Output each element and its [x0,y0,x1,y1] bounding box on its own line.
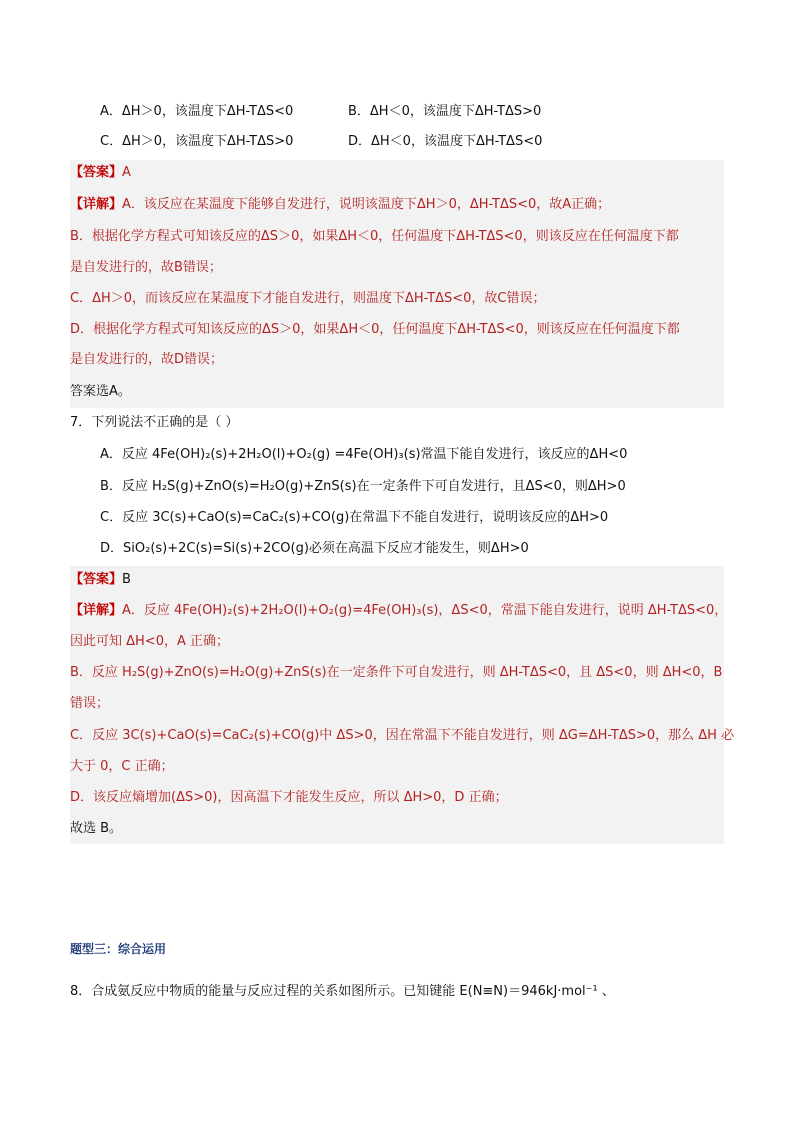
q7-option-a: A．反应 4Fe(OH)₂(s)+2H₂O(l)+O₂(g) =4Fe(OH)₃(s)常温下能自发进行，该反应的ΔH<0 [100,447,628,462]
detail-tag: 【详解】 [70,197,123,212]
q6-detail-line-1 [70,195,610,215]
q6-option-a: A．ΔH＞0，该温度下ΔH-TΔS<0 [100,104,294,119]
answer-tag: 【答案】 [70,165,123,180]
q7-detail-line-1 [70,601,727,621]
q6-detail-line-7: 答案选A。 [70,384,131,399]
q6-detail-line-5: D．根据化学方程式可知该反应的ΔS＞0，如果ΔH＜0，任何温度下ΔH-TΔS<0，则该反应在任何温度下都 [70,322,680,337]
detail-text: A．该反应在某温度下能够自发进行，说明该温度下ΔH＞0，ΔH-TΔS<0，故A正确； [122,197,611,212]
q7-detail-line-5: C．反应 3C(s)+CaO(s)=CaC₂(s)+CO(g)中 ΔS>0，因在常温下不能自发进行，则 ΔG=ΔH-TΔS>0，那么 ΔH 必 [70,728,735,743]
section-title: 题型三：综合运用 [70,942,167,956]
q6-detail-line-4: C．ΔH＞0，而该反应在某温度下才能自发进行，则温度下ΔH-TΔS<0，故C错误； [70,291,546,306]
q6-detail-line-2: B．根据化学方程式可知该反应的ΔS＞0，如果ΔH＜0，任何温度下ΔH-TΔS<0，则该反应在任何温度下都 [70,229,679,244]
q7-detail-line-7: D．该反应熵增加(ΔS>0)，因高温下才能发生反应，所以 ΔH>0，D 正确； [70,790,508,805]
answer-value: A [122,165,131,180]
q6-option-b: B．ΔH＜0，该温度下ΔH-TΔS>0 [348,104,542,119]
q7-detail-line-6: 大于 0，C 正确； [70,759,174,774]
q6-option-d: D．ΔH＜0，该温度下ΔH-TΔS<0 [348,134,543,149]
q7-option-d: D．SiO₂(s)+2C(s)=Si(s)+2CO(g)必须在高温下反应才能发生，则ΔH>0 [100,541,529,556]
q8-stem: 8．合成氨反应中物质的能量与反应过程的关系如图所示。已知键能 E(N≡N)＝946kJ·mol⁻¹ 、 [70,984,615,999]
q7-detail-line-8: 故选 B。 [70,821,123,836]
q7-detail-line-3: B．反应 H₂S(g)+ZnO(s)=H₂O(g)+ZnS(s)在一定条件下可自发进行，则 ΔH-TΔS<0，且 ΔS<0，则 ΔH<0，B [70,665,723,680]
detail-text: A．反应 4Fe(OH)₂(s)+2H₂O(l)+O₂(g)=4Fe(OH)₃(s)，ΔS<0，常温下能自发进行，说明 ΔH-TΔS<0， [122,603,728,618]
q7-answer [70,570,131,590]
q7-stem: 7．下列说法不正确的是（ ） [70,415,239,430]
q7-option-b: B．反应 H₂S(g)+ZnO(s)=H₂O(g)+ZnS(s)在一定条件下可自发进行，且ΔS<0，则ΔH>0 [100,479,626,494]
answer-value: B [122,572,131,587]
q7-detail-line-4: 错误； [70,696,110,711]
q6-detail-line-3: 是自发进行的，故B错误； [70,260,222,275]
answer-tag: 【答案】 [70,572,123,587]
q7-detail-line-2: 因此可知 ΔH<0，A 正确； [70,634,229,649]
q7-option-c: C．反应 3C(s)+CaO(s)=CaC₂(s)+CO(g)在常温下不能自发进行，说明该反应的ΔH>0 [100,510,609,525]
q6-option-c: C．ΔH＞0，该温度下ΔH-TΔS>0 [100,134,294,149]
detail-tag: 【详解】 [70,603,123,618]
q6-detail-line-6: 是自发进行的，故D错误； [70,352,224,367]
q6-answer [70,163,131,183]
